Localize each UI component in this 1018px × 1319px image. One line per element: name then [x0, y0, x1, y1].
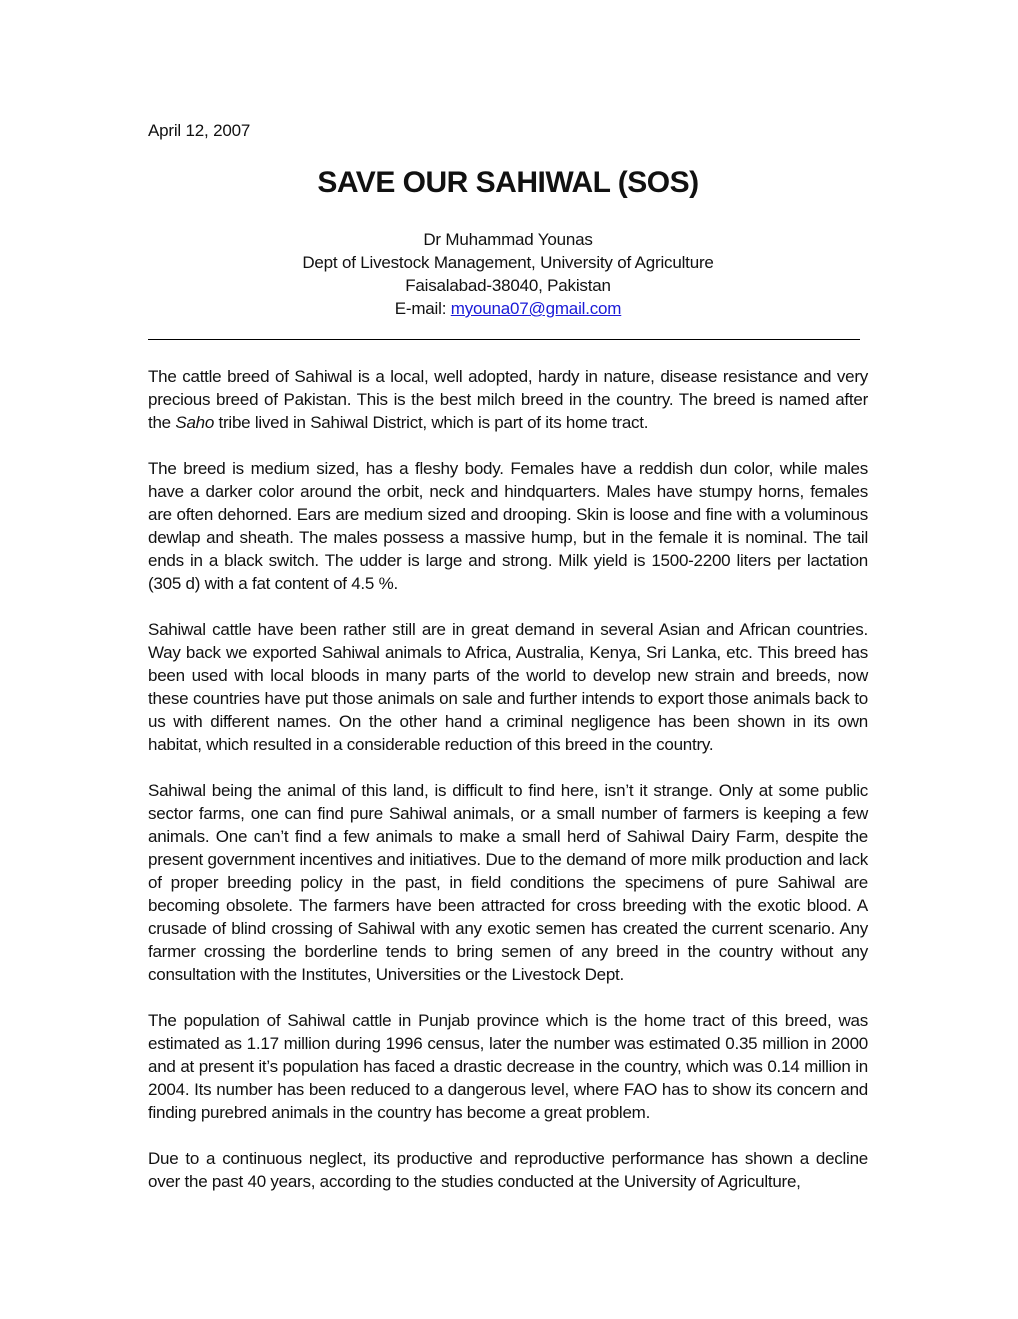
header-divider	[148, 339, 860, 340]
email-label: E-mail:	[394, 299, 451, 318]
author-name: Dr Muhammad Younas	[423, 230, 593, 249]
paragraph-1-text-a: The cattle breed of Sahiwal is a local, well adopted, hardy in nature, disease resistance and very precious breed of Pakistan. This is the best milch breed in the country. The breed is named after the	[148, 367, 868, 432]
document-title: SAVE OUR SAHIWAL (SOS)	[317, 166, 699, 199]
paragraph-1-italic-term: Saho	[175, 413, 215, 432]
author-email-line	[148, 297, 868, 320]
author-block	[148, 228, 868, 320]
paragraph-1	[148, 365, 868, 434]
paragraph-1-text-b: tribe lived in Sahiwal District, which is part of its home tract.	[214, 413, 649, 432]
author-address: Faisalabad-38040, Pakistan	[405, 276, 611, 295]
document-date: April 12, 2007	[148, 121, 251, 140]
paragraph-5: The population of Sahiwal cattle in Punjab province which is the home tract of this breed, was estimated as 1.17 million during 1996 census, later the number was estimated 0.35 million in 2000 and at present it’s population has faced a drastic decrease in the country, which was 0.14 million in 2004. Its number has been reduced to a dangerous level, where FAO has to show its concern and finding purebred animals in the country has become a great problem.	[148, 1011, 868, 1122]
paragraph-4: Sahiwal being the animal of this land, is difficult to find here, isn’t it strange. Only at some public sector farms, one can find pure Sahiwal animals, or a small number of farmers is keeping a few animals. One can’t find a few animals to make a small herd of Sahiwal Dairy Farm, despite the present government incentives and initiatives. Due to the demand of more milk production and lack of proper breeding policy in the past, in field conditions the specimens of pure Sahiwal are becoming obsolete. The farmers have been attracted for cross breeding with the exotic blood. A crusade of blind crossing of Sahiwal with any exotic semen has created the current scenario. Any farmer crossing the borderline tends to bring semen of any breed in the country without any consultation with the Institutes, Universities or the Livestock Dept.	[148, 781, 868, 984]
paragraph-6: Due to a continuous neglect, its productive and reproductive performance has shown a decline over the past 40 years, according to the studies conducted at the University of Agriculture,	[148, 1149, 868, 1191]
paragraph-3: Sahiwal cattle have been rather still are in great demand in several Asian and African countries. Way back we exported Sahiwal animals to Africa, Australia, Kenya, Sri Lanka, etc. This breed has been used with local bloods in many parts of the world to develop new strain and breeds, now these countries have put those animals on sale and further intends to export those animals back to us with different names. On the other hand a criminal negligence has been shown in its own habitat, which resulted in a considerable reduction of this breed in the country.	[148, 620, 868, 754]
email-link[interactable]: myouna07@gmail.com	[450, 299, 622, 318]
author-affiliation: Dept of Livestock Management, University of Agriculture	[302, 253, 714, 272]
article-body	[148, 365, 868, 1216]
paragraph-2: The breed is medium sized, has a fleshy body. Females have a reddish dun color, while males have a darker color around the orbit, neck and hindquarters. Males have stumpy horns, females are often dehorned. Ears are medium sized and drooping. Skin is loose and fine with a voluminous dewlap and sheath. The males possess a massive hump, but in the female it is nominal. The tail ends in a black switch. The udder is large and strong. Milk yield is 1500-2200 liters per lactation (305 d) with a fat content of 4.5 %.	[148, 459, 868, 593]
